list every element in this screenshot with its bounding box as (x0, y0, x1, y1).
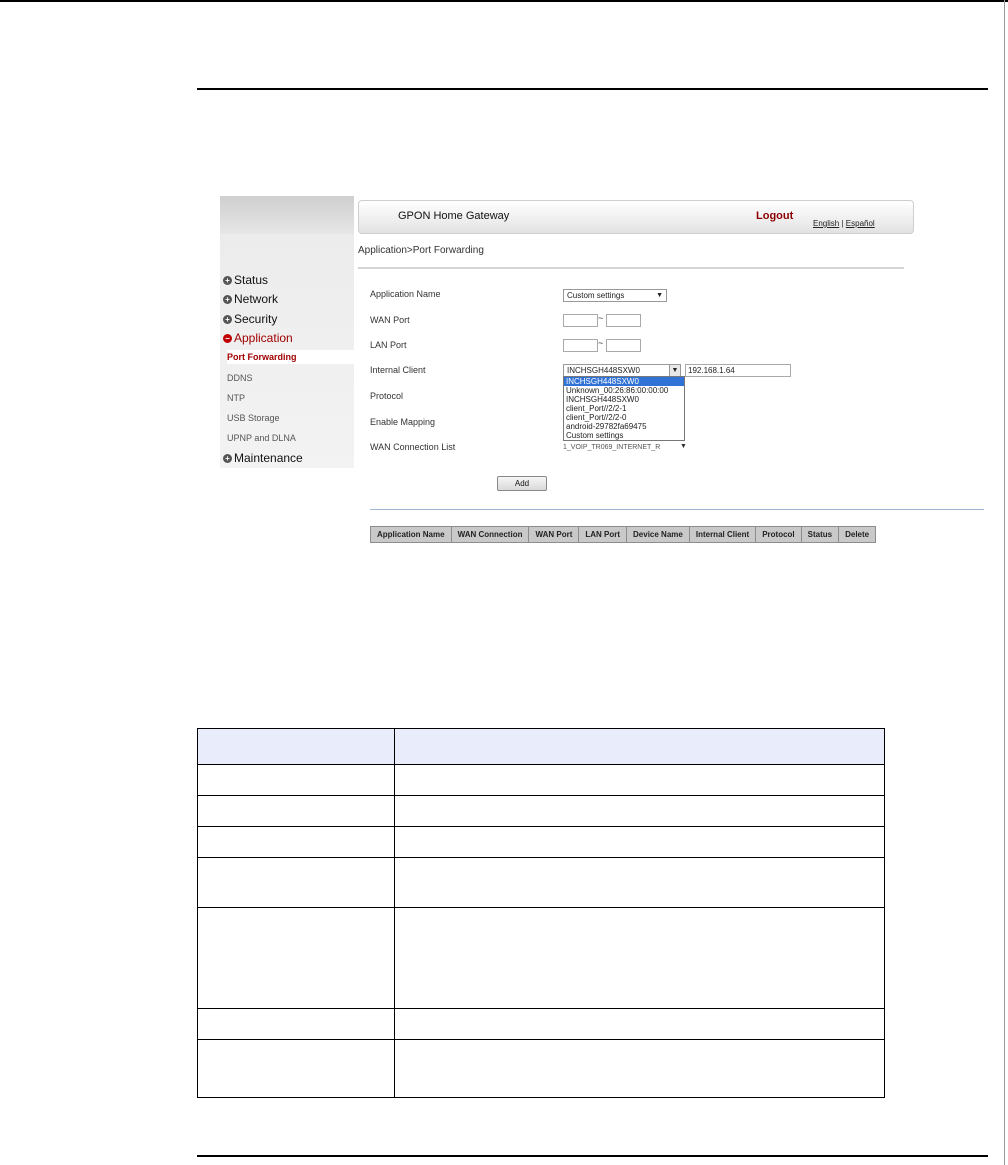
doc-cell (395, 796, 885, 827)
wan-range-separator: ~ (598, 313, 604, 323)
nav-status[interactable]: + Status (223, 273, 268, 287)
lan-port-label: LAN Port (370, 340, 407, 350)
doc-table-row (198, 858, 885, 908)
chevron-down-icon: ▼ (656, 292, 663, 299)
document-table (197, 728, 885, 1098)
nav-maintenance[interactable]: + Maintenance (223, 451, 303, 465)
logout-link[interactable]: Logout (756, 210, 794, 222)
lan-port-end-input[interactable] (606, 339, 641, 352)
wan-port-end-input[interactable] (606, 314, 641, 327)
doc-cell (395, 1040, 885, 1098)
language-switch (813, 219, 875, 228)
chevron-down-icon: ▼ (680, 443, 687, 450)
doc-cell (198, 827, 395, 858)
lang-spanish-link[interactable]: Español (845, 219, 875, 228)
header-rule (197, 88, 988, 90)
doc-table-row (198, 827, 885, 858)
doc-header-cell (395, 729, 885, 765)
chevron-down-icon[interactable]: ▼ (669, 364, 681, 377)
doc-table-row (198, 796, 885, 827)
plus-icon: + (223, 295, 232, 304)
doc-cell (395, 827, 885, 858)
section-divider (370, 509, 984, 510)
breadcrumb-divider (358, 267, 904, 269)
column-header: Internal Client (689, 527, 755, 543)
breadcrumb: Application>Port Forwarding (358, 245, 484, 256)
lang-english-link[interactable]: English (813, 219, 840, 228)
doc-cell (395, 908, 885, 1009)
column-header: Application Name (371, 527, 452, 543)
doc-cell (395, 858, 885, 908)
dropdown-option[interactable]: client_Port//2/2-1 (566, 404, 627, 413)
lan-range-separator: ~ (598, 338, 604, 348)
wan-connection-label: WAN Connection List (370, 442, 456, 452)
gateway-title: GPON Home Gateway (398, 210, 510, 222)
nav-port-forwarding[interactable]: Port Forwarding (227, 350, 354, 364)
doc-table-row (198, 908, 885, 1009)
protocol-label: Protocol (370, 391, 404, 401)
minus-icon: − (223, 334, 232, 343)
nav-application[interactable]: − Application (223, 331, 293, 345)
column-header: Protocol (756, 527, 801, 543)
dropdown-option[interactable]: android-29782fa69475 (566, 422, 647, 431)
plus-icon: + (223, 276, 232, 285)
doc-cell (198, 1040, 395, 1098)
doc-table-row (198, 1040, 885, 1098)
nav-usb-storage[interactable]: USB Storage (227, 413, 280, 423)
internal-client-dropdown (563, 376, 685, 441)
dropdown-option[interactable]: INCHSGH448SXW0 (566, 395, 639, 404)
margin-rule (1004, 0, 1005, 1165)
plus-icon: + (223, 315, 232, 324)
nav-ddns[interactable]: DDNS (227, 373, 253, 383)
footer-rule (197, 1155, 988, 1157)
column-header: Device Name (627, 527, 690, 543)
doc-table-row (198, 765, 885, 796)
internal-client-select[interactable]: INCHSGH448SXW0 (563, 364, 670, 377)
sidebar-banner (220, 196, 354, 234)
column-header: Status (801, 527, 838, 543)
doc-table-row (198, 1009, 885, 1040)
column-header: WAN Port (529, 527, 579, 543)
nav-network[interactable]: + Network (223, 292, 278, 306)
column-header: LAN Port (579, 527, 627, 543)
nav-security[interactable]: + Security (223, 312, 277, 326)
top-rule (0, 0, 1008, 2)
lan-port-start-input[interactable] (563, 339, 598, 352)
dropdown-option[interactable]: client_Port//2/2-0 (566, 413, 627, 422)
column-header: Delete (839, 527, 876, 543)
wan-port-label: WAN Port (370, 315, 410, 325)
enable-mapping-label: Enable Mapping (370, 417, 436, 427)
dropdown-option[interactable]: Unknown_00:26:86:00:00:00 (566, 386, 669, 395)
application-name-label: Application Name (370, 289, 441, 299)
wan-connection-select[interactable]: 1_VOIP_TR069_INTERNET_R (563, 444, 661, 451)
column-header: WAN Connection (451, 527, 529, 543)
doc-header-cell (198, 729, 395, 765)
add-button[interactable]: Add (497, 476, 547, 491)
application-name-select[interactable]: Custom settings ▼ (563, 289, 667, 302)
doc-cell (395, 1009, 885, 1040)
doc-cell (198, 858, 395, 908)
internal-client-ip-input[interactable]: 192.168.1.64 (685, 364, 791, 377)
internal-client-label: Internal Client (370, 365, 426, 375)
doc-cell (395, 765, 885, 796)
dropdown-option[interactable]: INCHSGH448SXW0 (564, 377, 684, 386)
port-forwarding-table (370, 526, 876, 543)
nav-upnp-dlna[interactable]: UPNP and DLNA (227, 433, 296, 443)
dropdown-option[interactable]: Custom settings (566, 431, 624, 440)
wan-port-start-input[interactable] (563, 314, 598, 327)
doc-cell (198, 1009, 395, 1040)
doc-table-header-row (198, 729, 885, 765)
nav-ntp[interactable]: NTP (227, 393, 245, 403)
lang-separator: | (839, 219, 846, 228)
doc-cell (198, 765, 395, 796)
doc-cell (198, 908, 395, 1009)
doc-cell (198, 796, 395, 827)
plus-icon: + (223, 454, 232, 463)
